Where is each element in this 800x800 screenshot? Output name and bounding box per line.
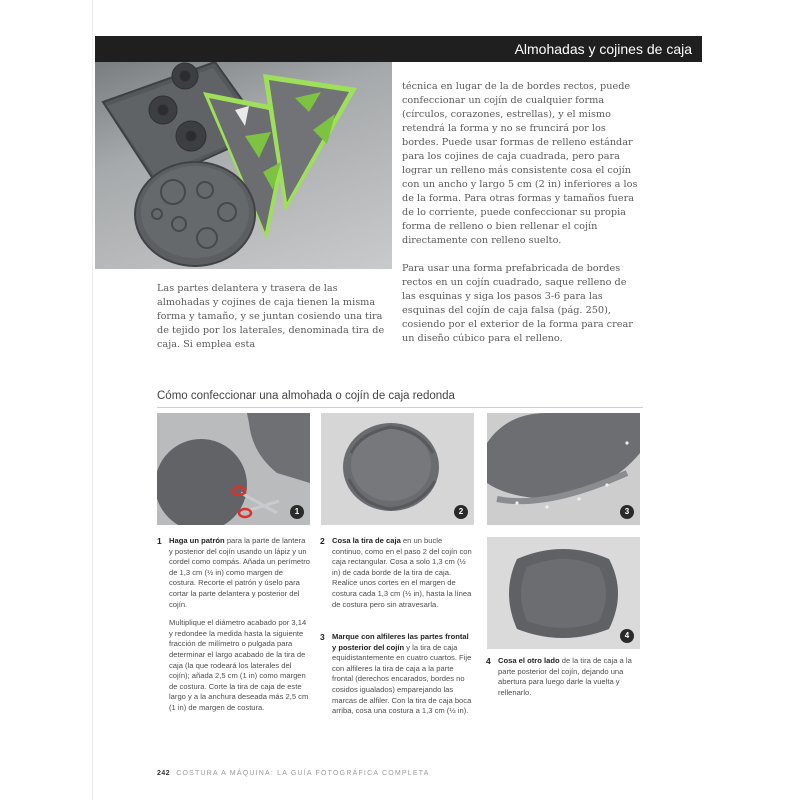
step-lead: Cosa la tira de caja bbox=[332, 536, 401, 545]
step-number: 2 bbox=[320, 536, 325, 546]
step-lead: Cosa el otro lado bbox=[498, 656, 560, 665]
step-3-instructions bbox=[320, 632, 474, 725]
round-moon-cushion bbox=[135, 162, 255, 266]
book-title: COSTURA A MÁQUINA: LA GUÍA FOTOGRÁFICA COMPLETA bbox=[176, 770, 430, 777]
step-number: 1 bbox=[157, 536, 162, 546]
section-title: Cómo confeccionar una almohada o cojín de caja redonda bbox=[157, 390, 643, 408]
page-footer bbox=[157, 770, 430, 777]
step-body: y la tira de caja equidistantemente en cuatro cuartos. Fije con alfileres la tira de caja a la parte frontal (derechos encarados, bordes no cosidos igualados) emparejando las marcas de alfiler. Con la tira de caja boca arriba, cosa una costura a 1,3 cm (½ in). bbox=[332, 642, 472, 716]
step-number-badge: 1 bbox=[290, 505, 304, 519]
step-lead: Marque con alfileres las partes frontal y posterior del cojín bbox=[332, 632, 469, 652]
step-number: 4 bbox=[486, 656, 491, 666]
step-lead: Haga un patrón bbox=[169, 536, 225, 545]
step-number-badge: 3 bbox=[620, 505, 634, 519]
step-2-photo bbox=[321, 413, 474, 525]
hero-pillows-photo bbox=[95, 62, 392, 269]
intro-left-paragraph: Las partes delantera y trasera de las almohadas y cojines de caja tienen la misma forma y tamaño, y se juntan cosiendo una tira de tejido por los laterales, denominada tira de caja. Si emplea esta bbox=[157, 283, 385, 350]
page-number: 242 bbox=[157, 770, 171, 777]
step-4-instructions bbox=[486, 656, 640, 706]
step-4-photo bbox=[487, 537, 640, 649]
step-body: de la tira de caja a la parte posterior del cojín, dejando una abertura para luego darle la vuelta y rellenarlo. bbox=[498, 656, 632, 697]
intro-right-paragraph: técnica en lugar de la de bordes rectos, puede confeccionar un cojín de cualquier forma (círculos, corazones, estrellas), y el mismo retendrá la forma y no se fruncirá por los bordes. Puede usar formas de relleno estándar para los cojines de caja cuadrada, pero para lograr un relleno más consistente cosa el cojín con un ancho y largo 5 cm (2 in) inferiores a los de la forma. Para otras formas y tamaños fuera de lo corriente, puede confeccionar su propia forma de relleno o bien rellenar el cojín directamente con relleno suelto. bbox=[402, 81, 638, 246]
step-number-badge: 2 bbox=[454, 505, 468, 519]
step-body: para la parte de lantera y posterior del cojín usando un lápiz y un cordel como compás. Añada un perímetro de 1,3 cm (½ in) como margen de costura. Recorte el patrón y úselo para cortar la parte delantera y posterior del cojín. bbox=[169, 536, 310, 609]
page-title: Almohadas y cojines de caja bbox=[514, 41, 692, 57]
intro-right-column bbox=[402, 80, 642, 360]
page-gutter bbox=[92, 0, 93, 800]
step-3-photo bbox=[487, 413, 640, 525]
step-1-photo bbox=[157, 413, 310, 525]
intro-right-paragraph: Para usar una forma prefabricada de bordes rectos en un cojín cuadrado, saque relleno de las esquinas y siga los pasos 3-6 para las esquinas del cojín de caja falsa (pág. 250), cosiendo por el exterior de la forma para crear un diseño cúbico para el relleno. bbox=[402, 263, 633, 344]
header-bar bbox=[95, 36, 702, 62]
step-extra: Multiplique el diámetro acabado por 3,14 y redondee la medida hasta la siguiente fracción de milímetro o pulgada para determinar el largo acabado de la tira de caja (la que rodeará los laterales del cojín); añada 2,5 cm (1 in) como margen de costura. Corte la tira de caja de este largo y a la anchura deseada más 2,5 cm (1 in) de margen de costura. bbox=[169, 618, 309, 712]
step-2-instructions bbox=[320, 536, 474, 618]
step-number-badge: 4 bbox=[620, 629, 634, 643]
step-number: 3 bbox=[320, 632, 325, 642]
step-1-instructions bbox=[157, 536, 310, 722]
step-body: en un bucle continuo, como en el paso 2 del cojín con caja rectangular. Cosa a solo 1,3 cm (½ in) de cada borde de la tira de caja. Realice unos cortes en el margen de costura cada 1,3 cm (½ in), hasta la línea de costura pero sin atravesarla. bbox=[332, 536, 472, 609]
